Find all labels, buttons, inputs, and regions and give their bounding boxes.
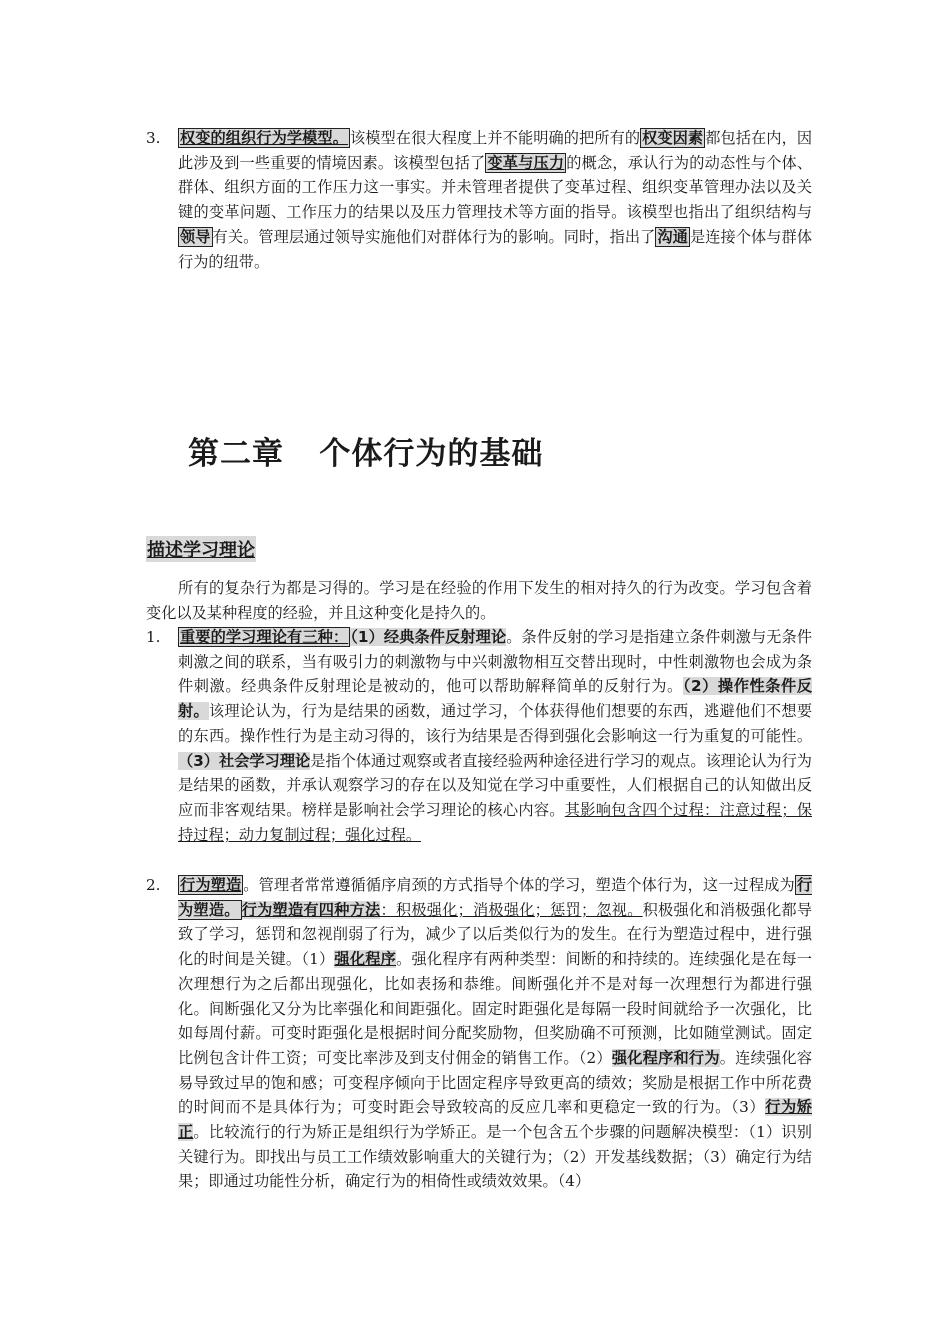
underlined-text: ：积极强化；消极强化；惩罚；忽视。: [380, 900, 643, 919]
highlight-term: 权变的组织行为学模型。: [180, 129, 348, 147]
highlight-term: （3）社会学习理论: [178, 751, 311, 770]
list-item-text: [178, 873, 812, 1194]
text-run: 。管理者常常遵循循序肩颈的方式指导个体的学习，塑造个体行为，这一过程成为: [243, 876, 795, 894]
highlight-term: 变革与压力: [487, 153, 565, 172]
text-run: 该模型在很大程度上并不能明确的把所有的: [349, 129, 641, 147]
highlight-term: 权变因素: [642, 129, 704, 147]
highlight-term: （1）经典条件反射理论: [350, 628, 507, 646]
underlined-text: 其影响包含四个过程：注意过程；保持过程；动力复制过程；强化过程。: [178, 800, 813, 844]
list-item-text: [178, 625, 812, 847]
highlight-term: 行为矫正: [178, 1098, 812, 1142]
intro-paragraph: 所有的复杂行为都是习得的。学习是在经验的作用下发生的相对持久的行为改变。学习包含着变化以及某种程度的经验，并且这种变化是持久的。: [146, 579, 812, 622]
section-heading: 描述学习理论: [146, 536, 256, 562]
highlight-term: 沟通: [657, 227, 688, 246]
highlight-term: 行为塑造。: [178, 876, 812, 919]
highlight-term: （2）操作性条件反射。: [178, 677, 813, 721]
text-run: 。连续强化容易导致过早的饱和感；可变程序倾向于比固定程序导致更高的绩效；奖励是根据工作中所花费的时间而不是具体行为；可变时距会导致较高的反应几率和更稳定一致的行为。（3）: [178, 1048, 813, 1117]
highlight-term: 行为塑造: [180, 876, 242, 894]
text-run: 。强化程序有两种类型：间断的和持续的。连续强化是在每一次理想行为之后都出现强化，比如表扬和恭维。间断强化并不是对每一次理想行为都进行强化。间断强化又分为比率强化和间距强化。固定时距强化是每隔一段时间就给予一次强化，比如每周付薪。可变时距强化是根据时间分配奖励物，但奖励确不可预测，比如随堂测试。固定比例包含计件工资；可变比率涉及到支付佣金的销售工作。（2）: [178, 950, 812, 1067]
text-run: 。条件反射的学习是指建立条件刺激与无条件刺激之间的联系，当有吸引力的刺激物与中兴刺激物相互交替出现时，中性刺激物也会成为条件刺激。经典条件反射理论是被动的，他可以帮助解释简单的反射行为。: [178, 628, 813, 696]
list-item-2: [146, 873, 812, 1194]
text-run: 是连接个体与群体行为的纽带。: [178, 227, 813, 271]
highlight-term: 重要的学习理论有三种：: [180, 628, 349, 646]
highlight-term: 强化程序: [334, 950, 397, 969]
text-run: 有关。管理层通过领导实施他们对群体行为的影响。同时，指出了: [212, 227, 656, 246]
list-item-1: [146, 625, 812, 847]
text-run: 都包括在内，因此涉及到一些重要的情境因素。该模型包括了: [178, 129, 813, 172]
list-item-text: [178, 126, 812, 274]
list-number: 3.: [146, 129, 161, 147]
text-run: 的概念，承认行为的动态性与个体、群体、组织方面的工作压力这一事实。并未管理者提供了变革过程、组织变革管理办法以及关键的变革问题、工作压力的结果以及压力管理技术等方面的指导。该模型也指出了组织结构与: [178, 153, 813, 222]
list-number: 1.: [146, 628, 161, 646]
text-run: 是指个体通过观察或者直接经验两种途径进行学习的观点。该理论认为行为是结果的函数，并承认观察学习的存在以及知觉在学习中重要性，人们根据自己的认知做出反应而非客观结果。榜样是影响社会学习理论的核心内容。: [178, 751, 812, 819]
highlight-term: 行为塑造有四种方法: [241, 900, 381, 919]
list-number: 2.: [146, 876, 161, 894]
list-item-3: [146, 126, 812, 274]
text-run: 积极强化和消极强化都导致了学习，惩罚和忽视削弱了行为，减少了以后类似行为的发生。在行为塑造过程中，进行强化的时间是关键。（1）: [178, 900, 813, 969]
text-run: 该理论认为，行为是结果的函数，通过学习，个体获得他们想要的东西，逃避他们不想要的东西。操作性行为是主动习得的，该行为结果是否得到强化会影响这一行为重复的可能性。: [178, 702, 813, 745]
highlight-term: 领导: [180, 227, 211, 246]
highlight-term: 强化程序和行为: [611, 1048, 720, 1067]
text-run: 。比较流行的行为矫正是组织行为学矫正。是一个包含五个步骤的问题解决模型：（1）识别关键行为。即找出与员工工作绩效影响重大的关键行为；（2）开发基线数据；（3）确定行为结果；即通过功能性分析，确定行为的相倚性或绩效效果。（4）: [178, 1123, 812, 1191]
chapter-title: 第二章 个体行为的基础: [188, 436, 544, 472]
